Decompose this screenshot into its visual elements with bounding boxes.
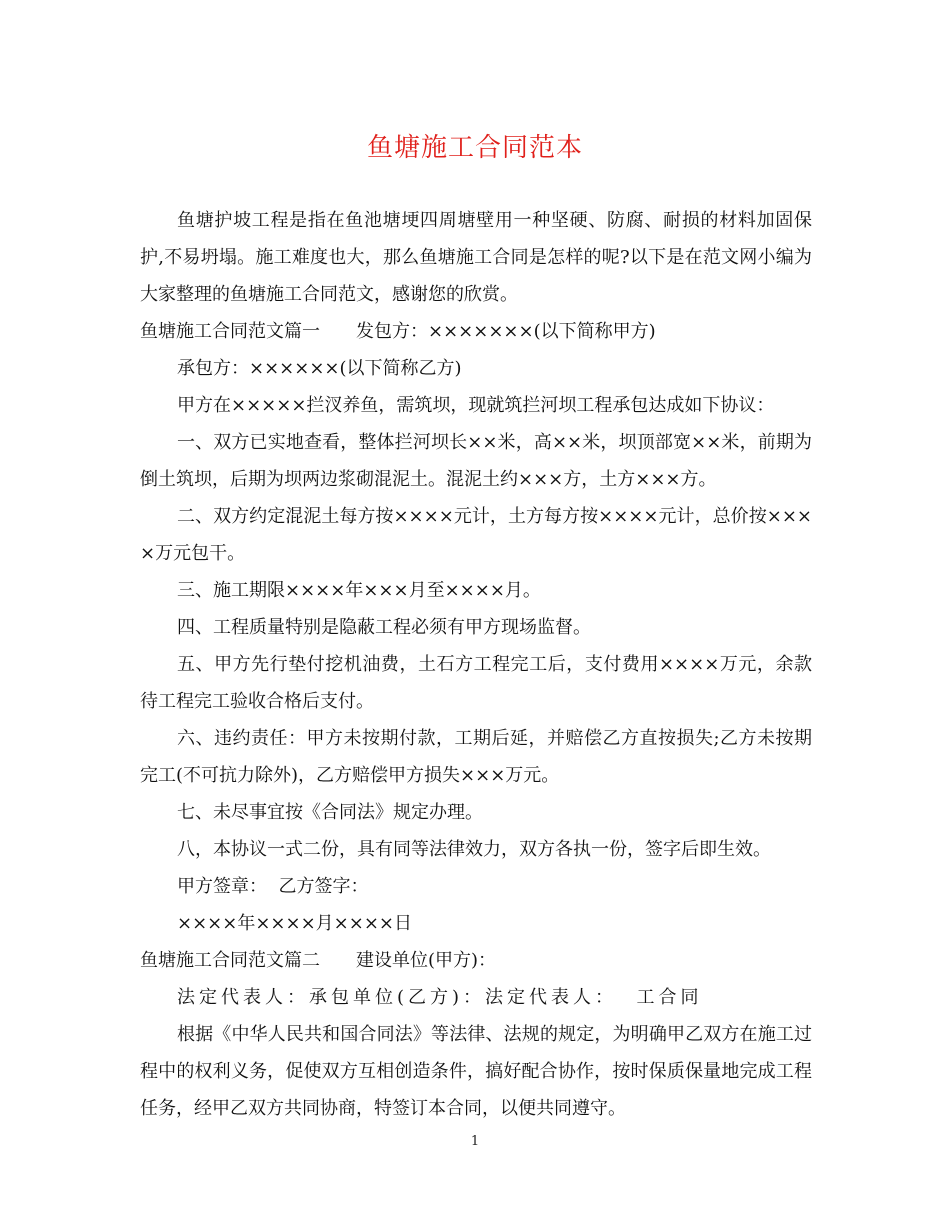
clause-paragraph: 五、甲方先行垫付挖机油费，土石方工程完工后，支付费用××××万元，余款待工程完工验收合格后支付。: [140, 654, 812, 712]
signature-line: 甲方签章： 乙方签字：: [177, 876, 369, 897]
clause-paragraph: 六、违约责任：甲方未按期付款，工期后延，并赔偿乙方直按损失;乙方未按期完工(不可抗力除外)，乙方赔偿甲方损失×××万元。: [140, 728, 812, 786]
document-body: [140, 202, 812, 1127]
party-b-line: 承包方：××××××(以下简称乙方): [177, 358, 462, 379]
clause-paragraph: 一、双方已实地查看，整体拦河坝长××米，高××米，坝顶部宽××米，前期为倒土筑坝，后期为坝两边浆砌混泥土。混泥土约×××方，土方×××方。: [140, 432, 812, 490]
clause-paragraph: 四、工程质量特别是隐蔽工程必须有甲方现场监督。: [177, 617, 591, 638]
page-number: 1: [470, 1134, 480, 1149]
section1-heading: 鱼塘施工合同范文篇一: [140, 321, 320, 342]
section1-party-a: 发包方：×××××××(以下简称甲方): [356, 321, 656, 342]
agreement-intro: 甲方在×××××拦汊养鱼，需筑坝，现就筑拦河坝工程承包达成如下协议：: [177, 395, 775, 416]
document-title: 鱼塘施工合同范本: [366, 133, 583, 163]
intro-paragraph: 鱼塘护坡工程是指在鱼池塘埂四周塘壁用一种坚硬、防腐、耐损的材料加固保护,不易坍塌。施工难度也大，那么鱼塘施工合同是怎样的呢?以下是在范文网小编为大家整理的鱼塘施工合同范文，感谢您的欣赏。: [140, 210, 812, 305]
section2-heading: 鱼塘施工合同范文篇二: [140, 950, 320, 971]
section2-body-paragraph: 根据《中华人民共和国合同法》等法律、法规的规定，为明确甲乙双方在施工过程中的权利义务，促使双方互相创造条件，搞好配合协作，按时保质保量地完成工程任务，经甲乙双方共同协商，特签订本合同，以便共同遵守。: [140, 1024, 812, 1119]
clause-paragraph: 八，本协议一式二份，具有同等法律效力，双方各执一份，签字后即生效。: [177, 839, 771, 860]
date-line: ××××年××××月××××日: [177, 913, 412, 934]
section1-heading-line: [140, 313, 812, 350]
clause-paragraph: 二、双方约定混泥土每方按××××元计，土方每方按××××元计，总价按××××万元包干。: [140, 506, 812, 564]
representatives-line: 法定代表人：承包单位(乙方)：法定代表人： 工合同: [177, 987, 703, 1008]
section2-builder: 建设单位(甲方)：: [356, 950, 497, 971]
section2-heading-line: [140, 942, 812, 979]
clause-paragraph: 三、施工期限××××年×××月至××××月。: [177, 580, 541, 601]
clause-paragraph: 七、未尽事宜按《合同法》规定办理。: [177, 802, 483, 823]
